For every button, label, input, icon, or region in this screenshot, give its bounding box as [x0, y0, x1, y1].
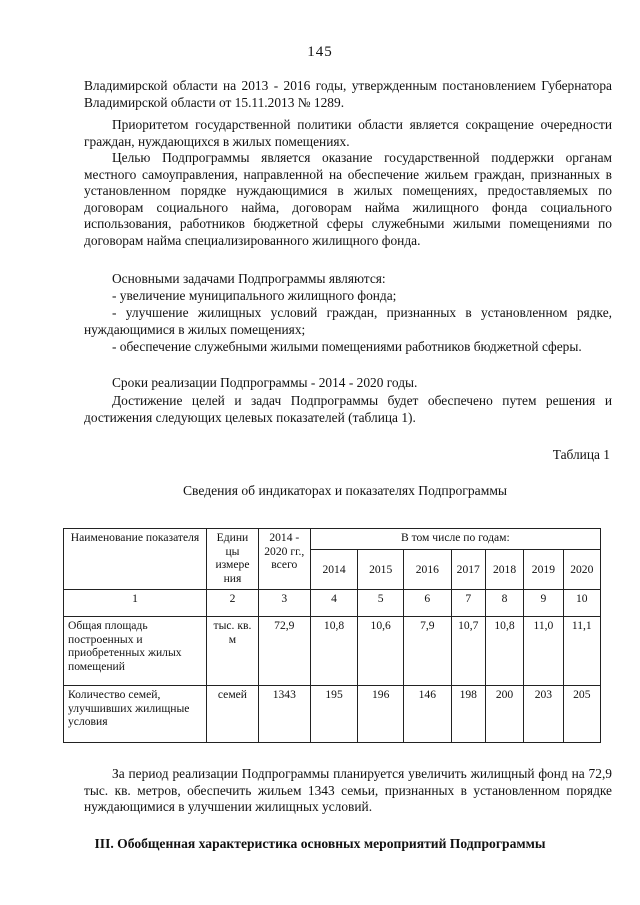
header-year: 2017	[451, 550, 485, 590]
section-heading: III. Обобщенная характеристика основных мероприятий Подпрограммы	[94, 836, 546, 851]
table-row	[64, 617, 601, 686]
row-value: 11,1	[563, 617, 600, 686]
row-value: 7,9	[403, 617, 451, 686]
row-unit: тыс. кв. м	[207, 617, 259, 686]
paragraph-priority: Приоритетом государственной политики области является сокращение очередности граждан, нуждающихся в жилых помещениях.	[84, 117, 612, 149]
paragraph-tasks-intro: Основными задачами Подпрограммы являются:	[112, 271, 386, 286]
row-value: 195	[310, 686, 358, 743]
header-year: 2014	[310, 550, 358, 590]
row-value: 10,8	[485, 617, 523, 686]
paragraph-conclusion: За период реализации Подпрограммы планируется увеличить жилищный фонд на 72,9 тыс. кв. метров, обеспечить жильем 1343 семьи, признанных в установленном порядке нуждающимися в улучшении жилищных условий.	[84, 766, 612, 815]
task-item-3: - обеспечение служебными жилыми помещениями работников бюджетной сферы.	[112, 339, 582, 354]
row-value: 10,8	[310, 617, 358, 686]
indicators-table	[63, 528, 601, 743]
header-total: 2014 - 2020 гг., всего	[258, 529, 310, 590]
column-number: 6	[403, 590, 451, 617]
row-total: 72,9	[258, 617, 310, 686]
row-value: 11,0	[524, 617, 563, 686]
row-value: 200	[485, 686, 523, 743]
task-item-2: - улучшение жилищных условий граждан, признанных в установленном рядке, нуждающимися в жилых помещениях;	[84, 305, 612, 337]
row-name: Общая площадь построенных и приобретенных жилых помещений	[64, 617, 207, 686]
column-number: 1	[64, 590, 207, 617]
header-unit: Едини цы измере ния	[207, 529, 259, 590]
header-year: 2019	[524, 550, 563, 590]
column-number: 10	[563, 590, 600, 617]
column-number: 2	[207, 590, 259, 617]
header-by-years: В том числе по годам:	[310, 529, 600, 550]
column-number: 4	[310, 590, 358, 617]
page-number: 145	[307, 44, 333, 60]
column-number: 9	[524, 590, 563, 617]
column-number: 5	[358, 590, 404, 617]
column-number: 8	[485, 590, 523, 617]
header-year: 2018	[485, 550, 523, 590]
paragraph-intro: Владимирской области на 2013 - 2016 годы, утвержденным постановлением Губернатора Владимирской области от 15.11.2013 № 1289.	[84, 78, 612, 110]
row-value: 10,7	[451, 617, 485, 686]
header-year: 2015	[358, 550, 404, 590]
row-total: 1343	[258, 686, 310, 743]
header-name: Наименование показателя	[64, 529, 207, 590]
paragraph-achievement: Достижение целей и задач Подпрограммы будет обеспечено путем решения и достижения следующих целевых показателей (таблица 1).	[84, 393, 612, 425]
table-title: Сведения об индикаторах и показателях Подпрограммы	[182, 483, 508, 498]
table-row	[64, 686, 601, 743]
paragraph-terms: Сроки реализации Подпрограммы - 2014 - 2020 годы.	[112, 375, 418, 390]
row-unit: семей	[207, 686, 259, 743]
header-year: 2016	[403, 550, 451, 590]
header-year: 2020	[563, 550, 600, 590]
row-value: 196	[358, 686, 404, 743]
row-value: 198	[451, 686, 485, 743]
column-number: 7	[451, 590, 485, 617]
column-number: 3	[258, 590, 310, 617]
row-name: Количество семей, улучшивших жилищные условия	[64, 686, 207, 743]
row-value: 203	[524, 686, 563, 743]
task-item-1: - увеличение муниципального жилищного фонда;	[112, 288, 397, 303]
row-value: 146	[403, 686, 451, 743]
paragraph-goal: Целью Подпрограммы является оказание государственной поддержки органам местного самоуправления, направленной на обеспечение жильем граждан, признанных в установленном порядке нуждающимися в жилых помещениях, предоставляемых по договорам социального найма, договорам найма жилищного фонда социального использования, работников бюджетной сферы служебными жилыми помещениями по договорам найма специализированного жилищного фонда.	[84, 150, 612, 248]
table-caption: Таблица 1	[552, 447, 610, 462]
table-column-numbers-row	[64, 590, 601, 617]
table-header-row	[64, 529, 601, 550]
row-value: 10,6	[358, 617, 404, 686]
row-value: 205	[563, 686, 600, 743]
